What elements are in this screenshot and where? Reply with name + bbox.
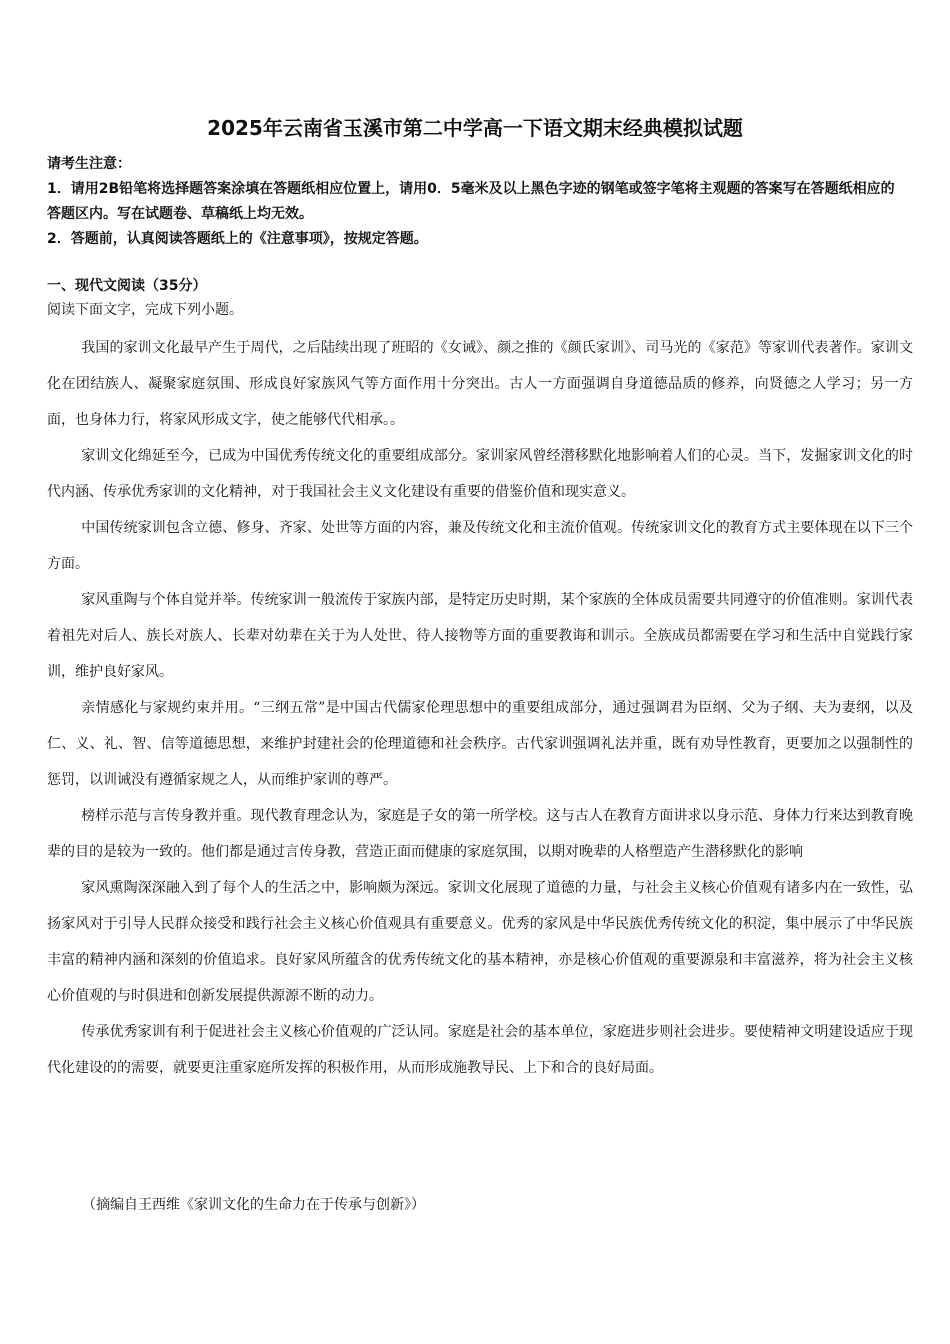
passage-paragraph: 家训文化绵延至今，已成为中国优秀传统文化的重要组成部分。家训家风曾经潜移默化地影响着人们的心灵。当下，发掘家训文化的时代内涵、传承优秀家训的文化精神，对于我国社会主义文化建设有重要的借鉴价值和现实意义。: [47, 448, 913, 500]
passage-source: （摘编自王西维《家训文化的生命力在于传承与创新》）: [82, 1197, 425, 1213]
reading-passage: [47, 330, 913, 1086]
passage-paragraph: 传承优秀家训有利于促进社会主义核心价值观的广泛认同。家庭是社会的基本单位，家庭进步则社会进步。要使精神文明建设适应于现代化建设的的需要，就要更注重家庭所发挥的积极作用，从而形成施教导民、上下和合的良好局面。: [47, 1024, 913, 1076]
notice-heading: 请考生注意：: [47, 156, 131, 172]
notice-item: 2．答题前，认真阅读答题纸上的《注意事项》，按规定答题。: [47, 231, 428, 247]
passage-paragraph: 家风熏陶深深融入到了每个人的生活之中，影响颇为深远。家训文化展现了道德的力量，与社会主义核心价值观有诸多内在一致性，弘扬家风对于引导人民群众接受和践行社会主义核心价值观具有重要意义。优秀的家风是中华民族优秀传统文化的积淀，集中展示了中华民族丰富的精神内涵和深刻的价值追求。良好家风所蕴含的优秀传统文化的基本精神，亦是核心价值观的重要源泉和丰富滋养，将为社会主义核心价值观的与时俱进和创新发展提供源源不断的动力。: [47, 880, 913, 1004]
passage-paragraph: 榜样示范与言传身教并重。现代教育理念认为，家庭是子女的第一所学校。这与古人在教育方面讲求以身示范、身体力行来达到教育晚辈的目的是较为一致的。他们都是通过言传身教，营造正面而健康的家庭氛围，以期对晚辈的人格塑造产生潜移默化的影响: [47, 808, 913, 860]
notice-item: 1．请用2B铅笔将选择题答案涂填在答题纸相应位置上，请用0．5毫米及以上黑色字迹的钢笔或签字笔将主观题的答案写在答题纸相应的答题区内。写在试题卷、草稿纸上均无效。: [47, 181, 895, 222]
passage-paragraph: 家风重陶与个体自觉并举。传统家训一般流传于家族内部，是特定历史时期，某个家族的全体成员需要共同遵守的价值准则。家训代表着祖先对后人、族长对族人、长辈对幼辈在关于为人处世、待人接物等方面的重要教诲和训示。全族成员都需要在学习和生活中自觉践行家训，维护良好家风。: [47, 592, 913, 680]
passage-paragraph: 我国的家训文化最早产生于周代，之后陆续出现了班昭的《女诫》、颜之推的《颜氏家训》、司马光的《家范》等家训代表著作。家训文化在团结族人、凝聚家庭氛围、形成良好家族风气等方面作用十分突出。古人一方面强调自身道德品质的修养，向贤德之人学习；另一方面，也身体力行，将家风形成文字，使之能够代代相承。。: [47, 340, 913, 428]
page-title: 2025年云南省玉溪市第二中学高一下语文期末经典模拟试题: [207, 116, 743, 140]
passage-paragraph: 亲情感化与家规约束并用。“三纲五常”是中国古代儒家伦理思想中的重要组成部分，通过强调君为臣纲、父为子纲、夫为妻纲，以及仁、义、礼、智、信等道德思想，来维护封建社会的伦理道德和社会秩序。古代家训强调礼法并重，既有劝导性教育，更要加之以强制性的惩罚，以训诫没有遵循家规之人，从而维护家训的尊严。: [47, 700, 913, 788]
reading-instruction: 阅读下面文字，完成下列小题。: [47, 302, 243, 318]
notice-block: [47, 152, 907, 252]
passage-paragraph: 中国传统家训包含立德、修身、齐家、处世等方面的内容，兼及传统文化和主流价值观。传统家训文化的教育方式主要体现在以下三个方面。: [47, 520, 913, 572]
section-heading: 一、现代文阅读（35分）: [47, 278, 207, 294]
